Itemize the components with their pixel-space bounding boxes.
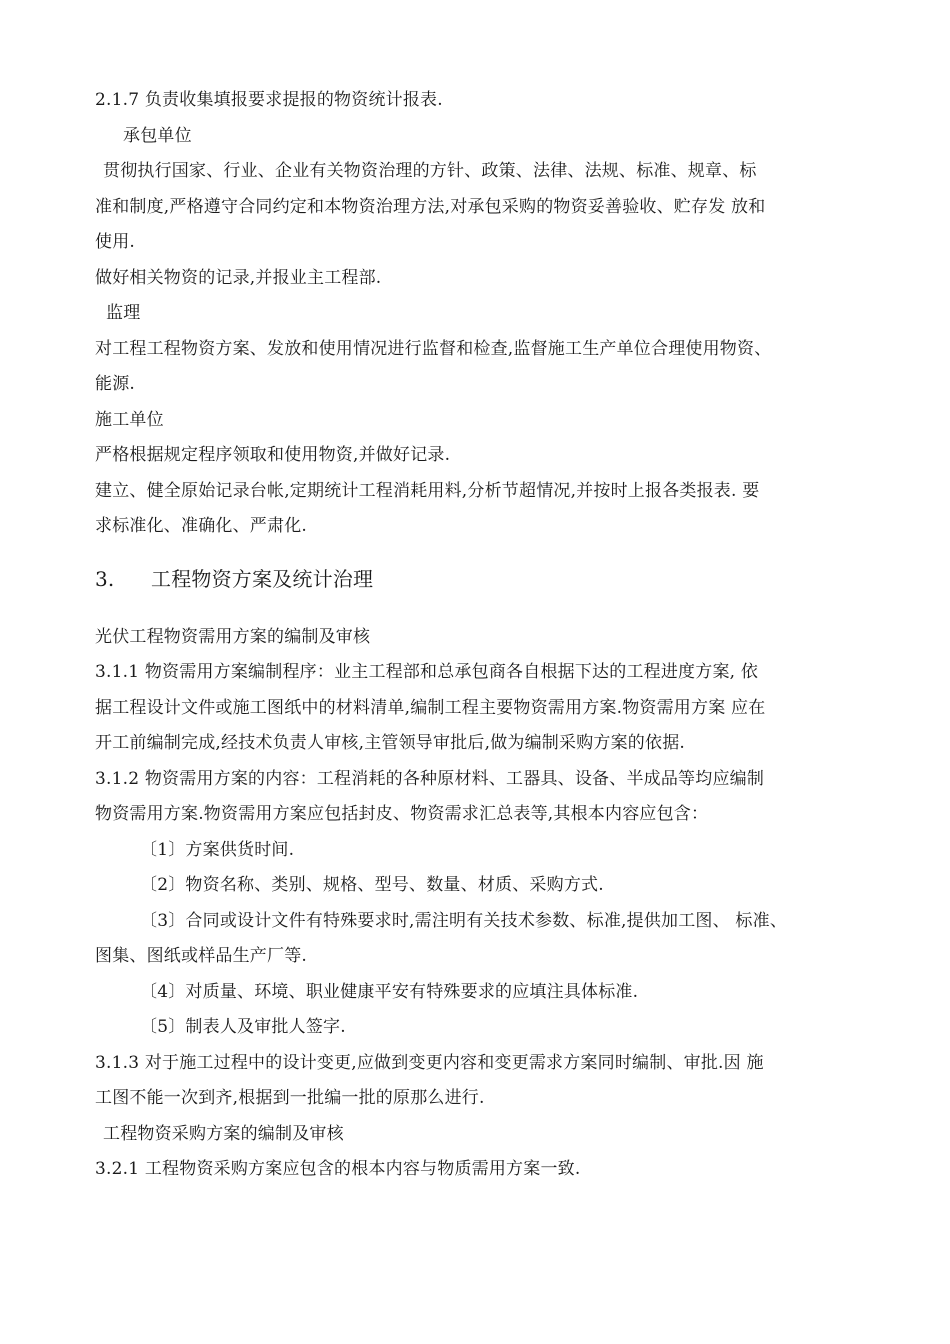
section-number: 3.: [95, 567, 115, 591]
text-line: 对工程工程物资方案、发放和使用情况进行监督和检查,监督施工生产单位合理使用物资、: [95, 339, 772, 359]
text-line: 3.1.3 对于施工过程中的设计变更,应做到变更内容和变更需求方案同时编制、审批.因 施: [95, 1053, 764, 1073]
text-line: 图集、图纸或样品生产厂等.: [95, 946, 308, 966]
list-item: 〔1〕方案供货时间.: [140, 840, 295, 860]
text-line: 工图不能一次到齐,根据到一批编一批的原那么进行.: [95, 1088, 485, 1108]
text-line: 建立、健全原始记录台帐,定期统计工程消耗用料,分析节超情况,并按时上报各类报表. 要: [95, 481, 760, 501]
text-line: 做好相关物资的记录,并报业主工程部.: [95, 268, 382, 288]
subheading-contractor: 承包单位: [123, 126, 192, 146]
list-item: 〔5〕制表人及审批人签字.: [140, 1017, 346, 1037]
text-line: 开工前编制完成,经技术负责人审核,主管领导审批后,做为编制采购方案的依据.: [95, 733, 686, 753]
subheading-supervision: 监理: [106, 303, 141, 323]
text-line: 3.1.2 物资需用方案的内容：工程消耗的各种原材料、工器具、设备、半成品等均应编制: [95, 769, 765, 789]
text-line: 使用.: [95, 232, 136, 252]
subheading-procurement-plan: 工程物资采购方案的编制及审核: [103, 1124, 344, 1144]
text-line: 求标准化、准确化、严肃化.: [95, 516, 308, 536]
list-item: 〔4〕对质量、环境、职业健康平安有特殊要求的应填注具体标准.: [140, 982, 639, 1002]
text-line: 3.1.1 物资需用方案编制程序：业主工程部和总承包商各自根据下达的工程进度方案, 依: [95, 662, 759, 682]
text-line: 能源.: [95, 374, 136, 394]
list-item: 〔2〕物资名称、类别、规格、型号、数量、材质、采购方式.: [140, 875, 604, 895]
section-title: 工程物资方案及统计治理: [151, 567, 374, 591]
subheading-construction-unit: 施工单位: [95, 410, 164, 430]
text-line: 2.1.7 负责收集填报要求提报的物资统计报表.: [95, 90, 443, 110]
text-line: 3.2.1 工程物资采购方案应包含的根本内容与物质需用方案一致.: [95, 1159, 581, 1179]
text-line: 准和制度,严格遵守合同约定和本物资治理方法,对承包采购的物资妥善验收、贮存发 放和: [95, 197, 766, 217]
subheading-demand-plan: 光伏工程物资需用方案的编制及审核: [95, 627, 371, 647]
text-line: 严格根据规定程序领取和使用物资,并做好记录.: [95, 445, 451, 465]
section-heading: [95, 565, 373, 593]
list-item: 〔3〕合同或设计文件有特殊要求时,需注明有关技术参数、标准,提供加工图、 标准、: [140, 911, 788, 931]
text-line: 贯彻执行国家、行业、企业有关物资治理的方针、政策、法律、法规、标准、规章、标: [103, 161, 757, 181]
text-line: 据工程设计文件或施工图纸中的材料清单,编制工程主要物资需用方案.物资需用方案 应在: [95, 698, 766, 718]
text-line: 物资需用方案.物资需用方案应包括封皮、物资需求汇总表等,其根本内容应包含：: [95, 804, 709, 824]
